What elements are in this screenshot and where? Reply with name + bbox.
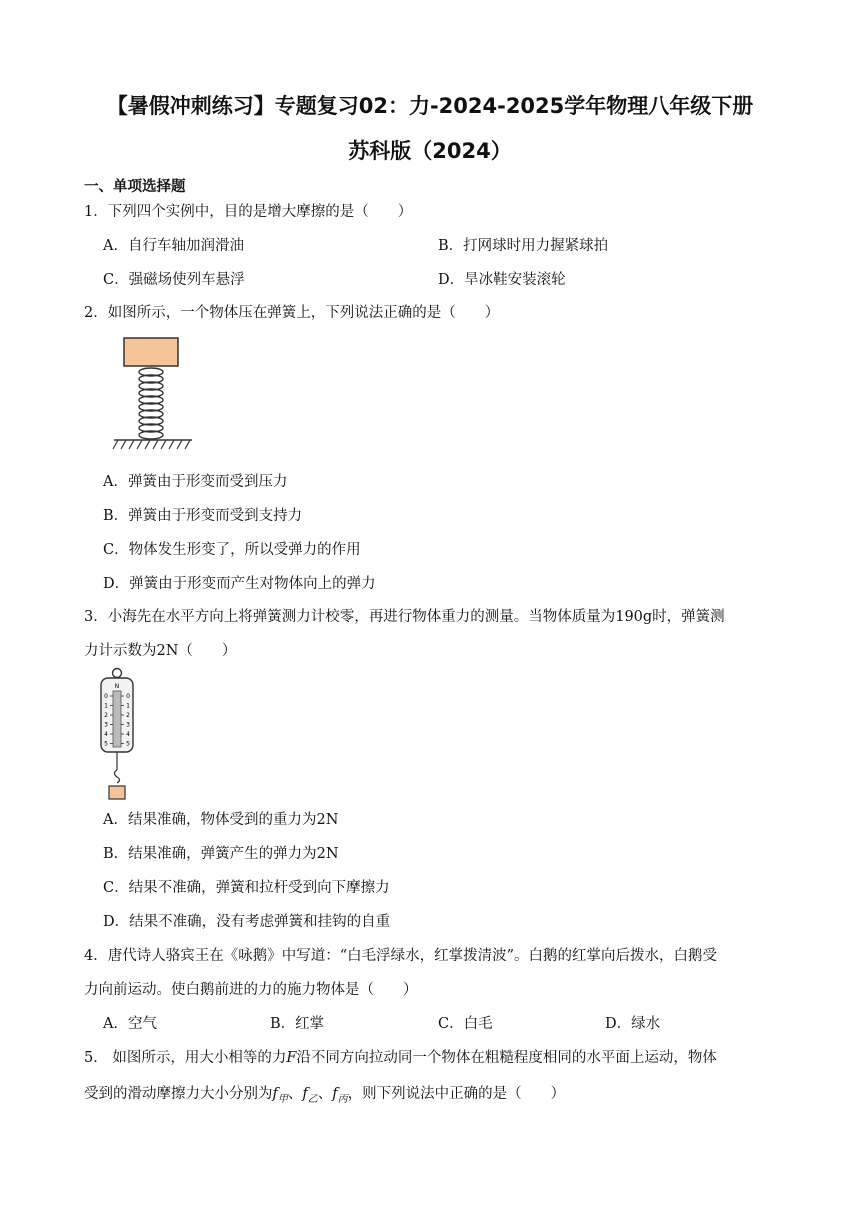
scale-tick-left-4: 4 <box>104 731 108 738</box>
q4-option-d: D．绿水 <box>605 1016 661 1032</box>
spring-block-figure <box>112 336 196 456</box>
scale-weight-block <box>109 786 125 799</box>
q5-stem-part3: 受到的滑动摩擦力大小分别为 <box>84 1086 273 1102</box>
q5-sub-yi: 乙 <box>307 1093 318 1105</box>
scale-tick-right-1: 1 <box>126 702 130 710</box>
section-heading: 一、单项选择题 <box>84 179 186 195</box>
q3-option-b: B．结果准确，弹簧产生的弹力为2N <box>103 846 339 862</box>
scale-tick-right-4: 4 <box>126 731 130 738</box>
block-shape <box>124 338 178 366</box>
q1-option-a: A．自行车轴加润滑油 <box>103 238 244 254</box>
q1-option-c: C．强磁场使列车悬浮 <box>103 272 245 288</box>
scale-tick-left-1: 1 <box>104 702 108 710</box>
q3-stem-line1: 3．小海先在水平方向上将弹簧测力计校零，再进行物体重力的测量。当物体质量为190g时，弹簧测 <box>84 609 725 625</box>
q2-option-c: C．物体发生形变了，所以受弹力的作用 <box>103 542 361 558</box>
spring-coil <box>139 368 163 439</box>
scale-tick-left-0: 0 <box>104 693 108 700</box>
q2-option-b: B．弹簧由于形变而受到支持力 <box>103 508 303 524</box>
scale-tick-right-2: 2 <box>126 712 130 719</box>
q5-separator-2: 、 <box>317 1086 333 1102</box>
q1-option-d: D．旱冰鞋安装滚轮 <box>438 272 566 288</box>
q3-option-a: A．结果准确，物体受到的重力为2N <box>103 812 339 828</box>
q3-option-c: C．结果不准确，弹簧和拉杆受到向下摩擦力 <box>103 880 390 896</box>
scale-tick-right-3: 3 <box>126 721 130 729</box>
q3-option-d: D．结果不准确，没有考虑弹簧和挂钩的自重 <box>103 914 391 930</box>
q4-stem-line2: 力向前运动。使白鹅前进的力的施力物体是（ ） <box>84 982 418 998</box>
q4-stem-line1: 4．唐代诗人骆宾王在《咏鹅》中写道：“白毛浮绿水，红掌拨清波”。白鹅的红掌向后拨水，白鹅受 <box>84 948 718 964</box>
scale-hook <box>115 770 120 783</box>
q2-stem: 2．如图所示，一个物体压在弹簧上，下列说法正确的是（ ） <box>84 305 500 321</box>
q2-option-a: A．弹簧由于形变而受到压力 <box>103 474 288 490</box>
q5-force-symbol: F <box>286 1050 297 1066</box>
scale-unit-label: N <box>114 683 120 690</box>
doc-title-line1: 【暑假冲刺练习】专题复习02：力-2024-2025学年物理八年级下册 <box>106 94 754 118</box>
q3-stem-line2: 力计示数为2N（ ） <box>84 643 237 659</box>
scale-tick-left-3: 3 <box>104 721 108 729</box>
q5-friction-symbol-2: f <box>302 1086 308 1102</box>
q5-stem-part1: 5． 如图所示，用大小相等的力 <box>84 1050 287 1066</box>
scale-top-ring <box>113 669 122 678</box>
q4-option-c: C．白毛 <box>438 1016 493 1032</box>
q2-option-d: D．弹簧由于形变而产生对物体向上的弹力 <box>103 576 376 592</box>
q5-sub-jia: 甲 <box>277 1093 288 1105</box>
scale-tick-right-5: 5 <box>126 740 130 748</box>
ground-hatch <box>113 440 190 449</box>
scale-tick-left-5: 5 <box>104 740 108 748</box>
q5-friction-symbol-1: f <box>272 1086 278 1102</box>
q5-stem-line2 <box>84 1084 565 1110</box>
scale-slot <box>113 691 121 747</box>
q5-separator-1: 、 <box>287 1086 303 1102</box>
scale-tick-right-0: 0 <box>126 693 130 700</box>
q5-friction-symbol-3: f <box>332 1086 338 1102</box>
q4-option-a: A．空气 <box>103 1016 157 1032</box>
q1-option-b: B．打网球时用力握紧球拍 <box>438 238 609 254</box>
doc-title-line2: 苏科版（2024） <box>348 139 512 163</box>
q1-stem: 1．下列四个实例中，目的是增大摩擦的是（ ） <box>84 204 413 220</box>
q5-stem-part2: 沿不同方向拉动同一个物体在粗糙程度相同的水平面上运动，物体 <box>296 1050 717 1066</box>
scale-tick-left-2: 2 <box>104 712 108 719</box>
q5-sub-bing: 丙 <box>337 1093 348 1105</box>
q4-option-b: B．红掌 <box>270 1016 325 1032</box>
q5-stem-part4: ，则下列说法中正确的是（ ） <box>347 1086 566 1102</box>
q5-stem-line1 <box>84 1048 717 1068</box>
spring-scale-figure <box>96 666 140 802</box>
